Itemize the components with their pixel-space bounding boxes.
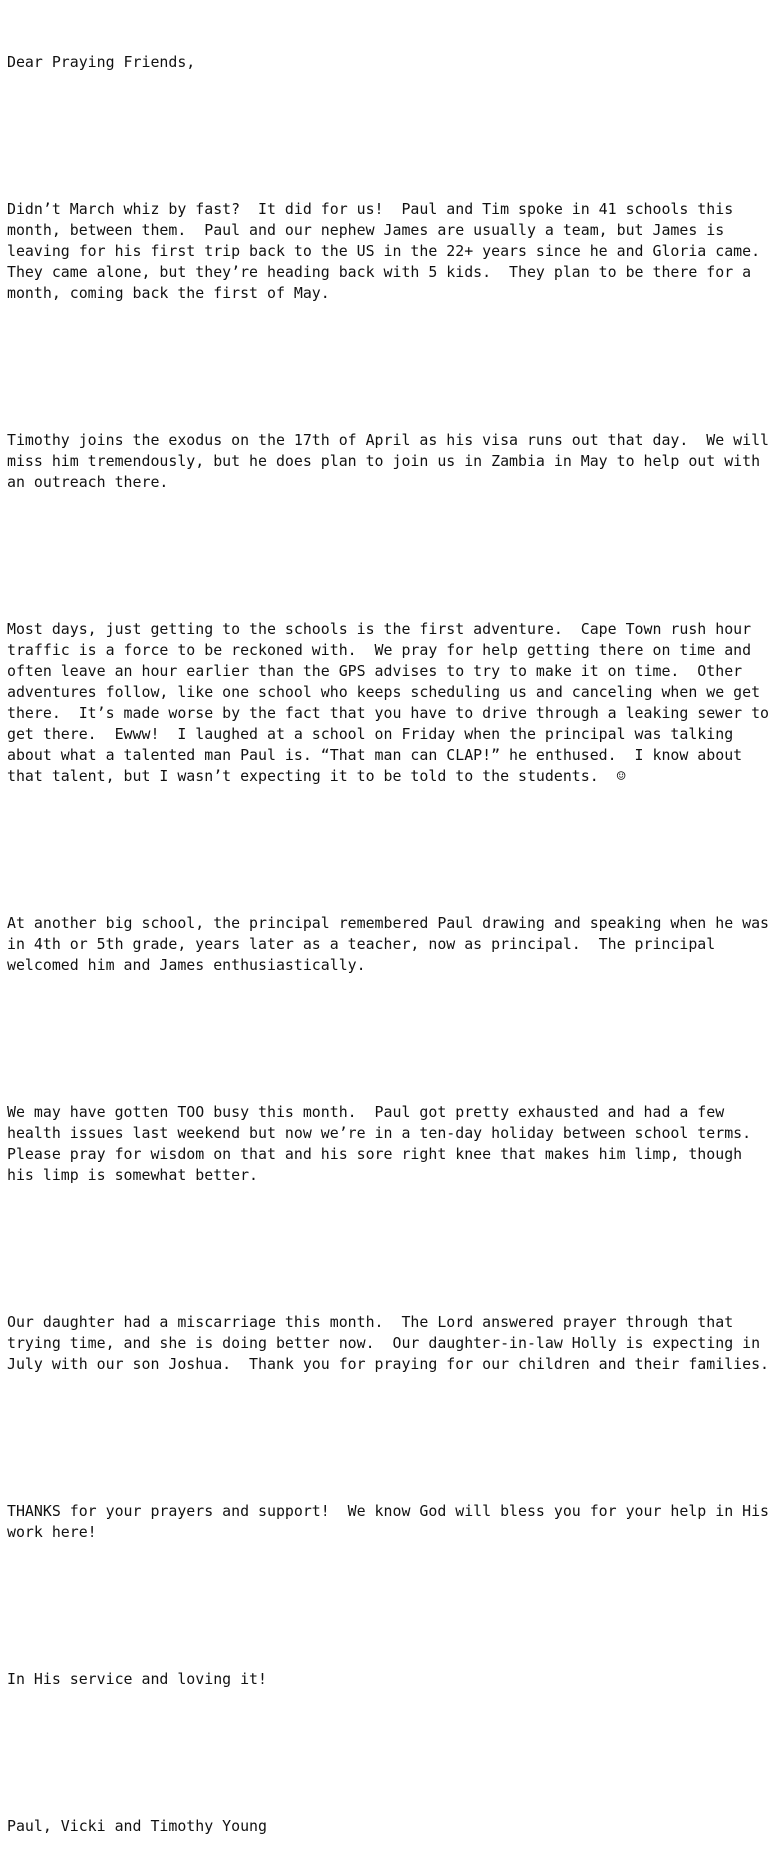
paragraph-timothy-visa: Timothy joins the exodus on the 17th of April as his visa runs out that day. We will miss him tremendously, but he does plan to join us in Zambia in May to help out with an outreach there. (7, 431, 770, 491)
signature: Paul, Vicki and Timothy Young (7, 1817, 267, 1835)
paragraph-spacer (7, 1228, 779, 1249)
paragraph-family-news: Our daughter had a miscarriage this month. The Lord answered prayer through that trying time, and she is doing better now. Our daughter-in-law Holly is expecting in July with our son Joshua. Thank you for praying for our children and their families. (7, 1313, 770, 1373)
paragraph-spacer (7, 829, 779, 850)
paragraph-spacer (7, 1417, 779, 1438)
paragraph-march-schools: Didn’t March whiz by fast? It did for us! Paul and Tim spoke in 41 schools this month, between them. Paul and our nephew James are usually a team, but James is leaving for his first trip back to the US in the 22+ years since he and Gloria came. They came alone, but they’re heading back with 5 kids. They plan to be there for a month, coming back the first of May. (7, 200, 761, 302)
paragraph-school-adventures: Most days, just getting to the schools is the first adventure. Cape Town rush hour traffic is a force to be reckoned with. We pray for help getting there on time and often leave an hour earlier than the GPS advises to try to make it on time. Other adventures follow, like one school who keeps scheduling us and canceling when we get there. It’s made worse by the fact that you have to drive through a leaking sewer to get there. Ewww! I laughed at a school on Friday when the principal was talking about what a talented man Paul is. “That man can CLAP!” he enthused. I know about that talent, but I wasn’t expecting it to be told to the students. ☺ (7, 620, 770, 785)
paragraph-spacer (7, 115, 779, 136)
paragraph-busy-month: We may have gotten TOO busy this month. Paul got pretty exhausted and had a few health issues last weekend but now we’re in a ten-day holiday between school terms. Please pray for wisdom on that and his sore right knee that makes him limp, though his limp is somewhat better. (7, 1103, 752, 1184)
paragraph-spacer (7, 535, 779, 556)
closing-line: In His service and loving it! (7, 1670, 267, 1688)
paragraph-thanks: THANKS for your prayers and support! We know God will bless you for your help in His work here! (7, 1502, 770, 1541)
greeting: Dear Praying Friends, (7, 53, 196, 71)
paragraph-spacer (7, 1018, 779, 1039)
paragraph-spacer (7, 1732, 779, 1753)
paragraph-spacer (7, 346, 779, 367)
paragraph-spacer (7, 1585, 779, 1606)
letter-body (7, 10, 779, 1858)
paragraph-principal: At another big school, the principal remembered Paul drawing and speaking when he was in 4th or 5th grade, years later as a teacher, now as principal. The principal welcomed him and James enthusiastically. (7, 914, 770, 974)
